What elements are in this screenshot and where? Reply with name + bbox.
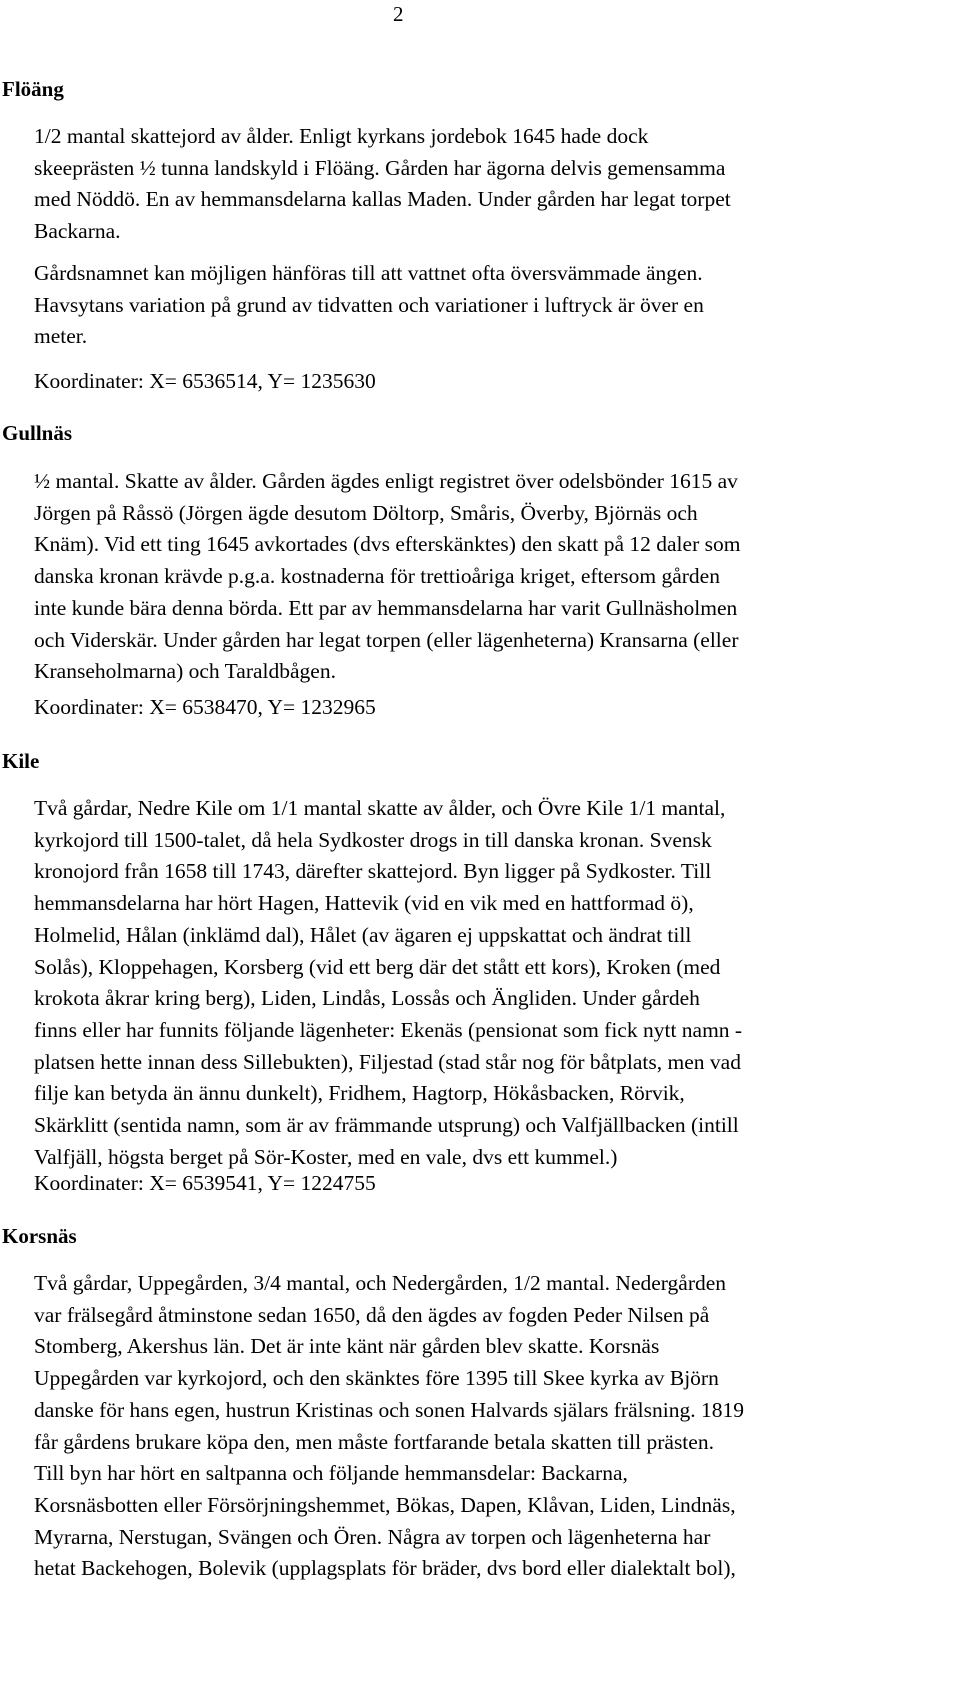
text-line: Havsytans variation på grund av tidvatten och variationer i luftryck är över en (34, 292, 704, 317)
text-line: Backarna. (34, 219, 121, 244)
text-line: var frälsegård åtminstone sedan 1650, då den ägdes av fogden Peder Nilsen på (34, 1302, 710, 1327)
text-line: inte kunde bära denna börda. Ett par av hemmansdelarna har varit Gullnäsholmen (34, 595, 738, 620)
text-line: Kranseholmarna) och Taraldbågen. (34, 659, 336, 684)
text-line: krokota åkrar kring berg), Liden, Lindås, Lossås och Ängliden. Under gårdeh (34, 986, 700, 1011)
text-line: hetat Backehogen, Bolevik (upplagsplats för bräder, dvs bord eller dialektalt bol), (34, 1556, 736, 1581)
text-line: Två gårdar, Uppegården, 3/4 mantal, och Nedergården, 1/2 mantal. Nedergården (34, 1271, 727, 1295)
text-line: Gårdsnamnet kan möjligen hänföras till att vattnet ofta översvämmade ängen. (34, 261, 703, 285)
text-line: skeeprästen ½ tunna landskyld i Flöäng. Gården har ägorna delvis gemensamma (34, 155, 726, 180)
text-line: Korsnäsbotten eller Försörjningshemmet, Bökas, Dapen, Klåvan, Liden, Lindnäs, (34, 1492, 736, 1517)
text-line: och Viderskär. Under gården har legat torpen (eller lägenheterna) Kransarna (eller (34, 627, 739, 652)
paragraph-floang-1 (34, 121, 960, 248)
text-line: 1/2 mantal skattejord av ålder. Enligt kyrkans jordebok 1645 hade dock (34, 124, 649, 148)
text-line: Stomberg, Akershus län. Det är inte känt när gården blev skatte. Korsnäs (34, 1334, 660, 1359)
coordinates-kile (34, 1168, 960, 1200)
text-line: meter. (34, 324, 88, 349)
text-line: Knäm). Vid ett ting 1645 avkortades (dvs efterskänktes) den skatt på 12 daler som (34, 532, 741, 557)
text-line: ½ mantal. Skatte av ålder. Gården ägdes enligt registret över odelsbönder 1615 av (34, 469, 738, 493)
text-line: Jörgen på Råssö (Jörgen ägde desutom Döltorp, Småris, Överby, Björnäs och (34, 500, 698, 525)
coordinates-floang (34, 366, 960, 398)
text-line: Myrarna, Nerstugan, Svängen och Ören. Några av torpen och lägenheterna har (34, 1524, 711, 1549)
text-line: Till byn har hört en saltpanna och följande hemmansdelar: Backarna, (34, 1461, 628, 1486)
section-heading-gullnas: Gullnäs (2, 421, 73, 445)
text-line: kyrkojord till 1500-talet, då hela Sydkoster drogs in till danska kronan. Svensk (34, 827, 712, 852)
paragraph-floang-2 (34, 258, 960, 353)
text-line: hemmansdelarna har hört Hagen, Hattevik (vid en vik med en hattformad ö), (34, 891, 694, 916)
text-line: Holmelid, Hålan (inklämd dal), Hålet (av ägaren ej uppskattat och ändrat till (34, 922, 692, 947)
text-line: danska kronan krävde p.g.a. kostnaderna för trettioåriga kriget, eftersom gården (34, 564, 720, 589)
text-line: filje kan betyda än ännu dunkelt), Fridhem, Hagtorp, Hökåsbacken, Rörvik, (34, 1081, 685, 1106)
section-heading-floang: Flöäng (2, 77, 64, 101)
text-line: platsen hette innan dess Sillebukten), Filjestad (stad står nog för båtplats, men vad (34, 1049, 741, 1074)
text-line: danske för hans egen, hustrun Kristinas och sonen Halvards själars frälsning. 1819 (34, 1397, 744, 1422)
text-line: med Nöddö. En av hemmansdelarna kallas Maden. Under gården har legat torpet (34, 187, 731, 212)
page-number: 2 (393, 2, 404, 26)
paragraph-kile-1 (34, 793, 960, 1173)
text-line: får gårdens brukare köpa den, men måste fortfarande betala skatten till prästen. (34, 1429, 714, 1454)
text-line: Koordinater: X= 6536514, Y= 1235630 (34, 369, 376, 393)
text-line: finns eller har funnits följande lägenheter: Ekenäs (pensionat som fick nytt namn - (34, 1017, 743, 1042)
text-line: Skärklitt (sentida namn, som är av främmande utsprung) och Valfjällbacken (intill (34, 1113, 739, 1138)
text-line: Solås), Kloppehagen, Korsberg (vid ett berg där det stått ett kors), Kroken (med (34, 954, 721, 979)
paragraph-gullnas-1 (34, 466, 960, 688)
text-line: Koordinater: X= 6538470, Y= 1232965 (34, 695, 376, 719)
paragraph-korsnas-1 (34, 1268, 960, 1585)
text-line: Två gårdar, Nedre Kile om 1/1 mantal skatte av ålder, och Övre Kile 1/1 mantal, (34, 796, 726, 820)
section-heading-korsnas: Korsnäs (2, 1224, 77, 1248)
section-heading-kile: Kile (2, 749, 40, 773)
coordinates-gullnas (34, 692, 960, 724)
text-line: Uppegården var kyrkojord, och den skänktes före 1395 till Skee kyrka av Björn (34, 1366, 719, 1391)
text-line: kronojord från 1658 till 1743, därefter skattejord. Byn ligger på Sydkoster. Till (34, 859, 712, 884)
text-line: Koordinater: X= 6539541, Y= 1224755 (34, 1171, 376, 1195)
text-line: Valfjäll, högsta berget på Sör-Koster, med en vale, dvs ett kummel.) (34, 1144, 618, 1169)
